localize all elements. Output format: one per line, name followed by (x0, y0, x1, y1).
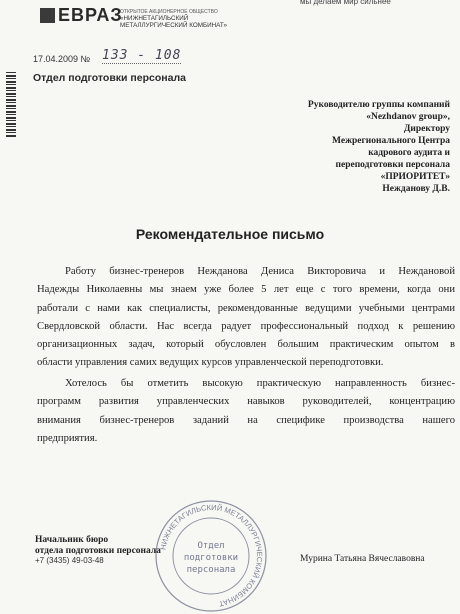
addressee-line: Нежданову Д.В. (382, 184, 450, 194)
slogan: мы делаем мир сильнее (300, 0, 391, 6)
barcode-icon (6, 72, 16, 138)
addressee-line: Межрегионального Центра (332, 136, 450, 146)
text-line: Надежды Николаевны мы знаем уже более 5 лет еще с того времени, когда они (37, 284, 455, 296)
text-line: Работу бизнес-тренеров Нежданова Дениса Викторовича и Неждановой (65, 266, 455, 277)
company-type: ОТКРЫТОЕ АКЦИОНЕРНОЕ ОБЩЕСТВО (120, 9, 218, 15)
text-line: Свердловской области. Нас всегда радует профессиональный подход к решению (37, 320, 455, 332)
addressee-line: «ПРИОРИТЕТ» (380, 172, 450, 182)
addressee-line: «Nezhdanov group», (366, 112, 450, 122)
letter-title: Рекомендательное письмо (135, 226, 325, 242)
text-line: Хотелось бы отметить высокую практическую направленность бизнес- (65, 378, 455, 389)
text-line: работали с нами как специалисты, рекомендованные ведущими учебными центрами (37, 302, 455, 314)
stamp-center-line: персонала (186, 565, 236, 575)
signatory-name: Мурина Татьяна Вячеславовна (300, 554, 425, 564)
stamp-center-line: подготовки (183, 553, 239, 563)
text-line: предприятия. (37, 432, 98, 444)
paragraph-1 (37, 263, 455, 373)
company-name: «НИЖНЕТАГИЛЬСКИЙ МЕТАЛЛУРГИЧЕСКИЙ КОМБИНАТ» (120, 15, 227, 29)
addressee-line: Руководителю группы компаний (307, 100, 450, 110)
text-line: организационных задач, который обусловлен большим практическим опытом в (37, 339, 455, 351)
letter-number: 133 - 108 (102, 48, 182, 63)
addressee-line: Директору (403, 124, 450, 134)
addressee-block (220, 99, 450, 195)
signatory-phone: +7 (3435) 49-03-48 (35, 556, 104, 565)
evraz-logo-mark (40, 8, 55, 23)
stamp-ring-text: НИЖНЕТАГИЛЬСКИЙ МЕТАЛЛУРГИЧЕСКИЙ КОМБИНАТ (158, 502, 265, 609)
company-stamp (152, 498, 270, 614)
company-logo: ЕВРАЗ (58, 5, 123, 25)
letter-date: 17.04.2009 № (33, 54, 91, 64)
text-line: области управления самих ведущих курсов управленческой переподготовки. (37, 357, 384, 369)
signatory-position: Начальник бюро отдела подготовки персонала (35, 535, 161, 556)
paragraph-2 (37, 375, 455, 448)
text-line: программ развития управленческих навыков руководителей, концентрацию (37, 396, 455, 408)
sender-department: Отдел подготовки персонала (33, 72, 186, 84)
stamp-center-line: Отдел (197, 541, 225, 551)
text-line: внимания бизнес-тренеров заданий на специфике производства нашего (37, 414, 455, 426)
addressee-line: кадрового аудита и (368, 148, 450, 158)
addressee-line: переподготовки персонала (335, 160, 450, 170)
